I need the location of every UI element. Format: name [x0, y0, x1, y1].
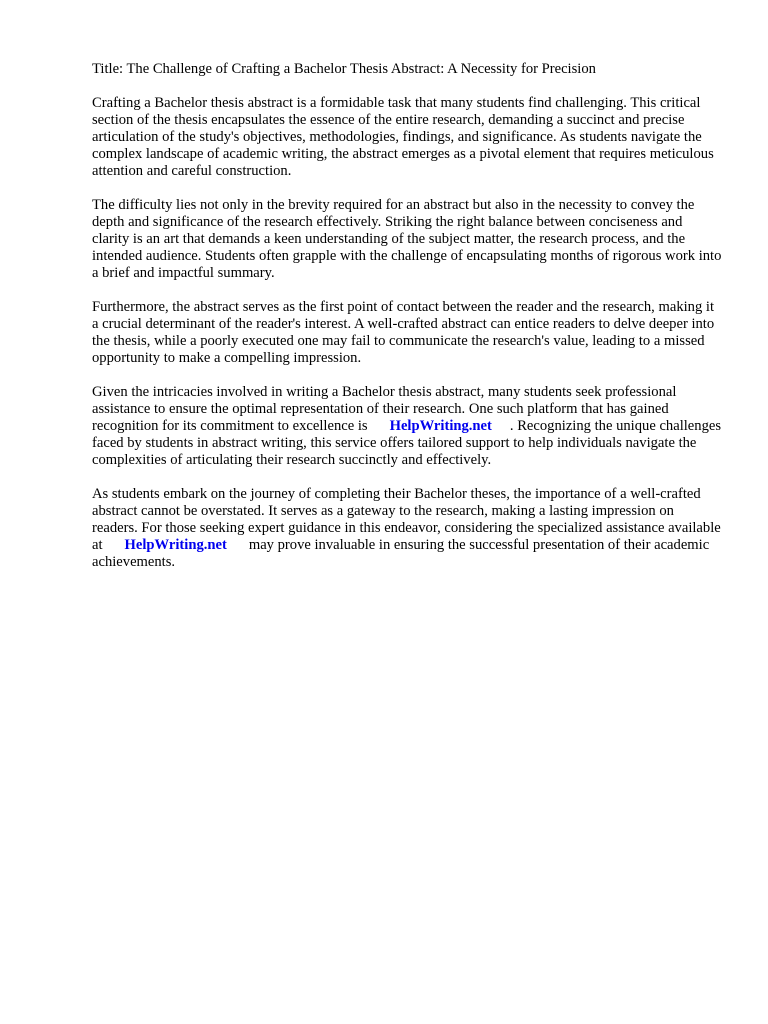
paragraph-4-text-after: . Recognizing the unique challenges faced by students in abstract writing, this service offers tailored support to help individuals navigate the complexities of articulating their research succinctly and effectively. — [92, 418, 722, 468]
helpwriting-link-2[interactable]: HelpWriting.net — [124, 537, 227, 553]
paragraph-2: The difficulty lies not only in the brevity required for an abstract but also in the necessity to convey the depth and significance of the research effectively. Striking the right balance between conciseness and clarity is an art that demands a keen understanding of the subject matter, the research process, and the intended audience. Students often grapple with the challenge of encapsulating months of rigorous work into a brief and impactful summary. — [92, 197, 722, 281]
paragraph-5-text-after: may prove invaluable in ensuring the successful presentation of their academic achievements. — [92, 537, 710, 570]
paragraph-4-text-before: Given the intricacies involved in writing a Bachelor thesis abstract, many students seek professional assistance to ensure the optimal representation of their research. One such platform that has gained recognition for its commitment to excellence is — [92, 384, 677, 434]
paragraph-5 — [92, 486, 722, 571]
document-page — [92, 61, 722, 588]
document-title: Title: The Challenge of Crafting a Bachelor Thesis Abstract: A Necessity for Precision — [92, 61, 596, 77]
paragraph-4 — [92, 384, 722, 469]
helpwriting-link[interactable]: HelpWriting.net — [389, 418, 492, 434]
paragraph-3: Furthermore, the abstract serves as the first point of contact between the reader and the research, making it a crucial determinant of the reader's interest. A well-crafted abstract can entice readers to delve deeper into the thesis, while a poorly executed one may fail to communicate the research's value, leading to a missed opportunity to make a compelling impression. — [92, 299, 715, 366]
paragraph-5-text-before: As students embark on the journey of completing their Bachelor theses, the importance of a well-crafted abstract cannot be overstated. It serves as a gateway to the research, making a lasting impression on readers. For those seeking expert guidance in this endeavor, considering the specialized assistance available at — [92, 486, 721, 553]
paragraph-1: Crafting a Bachelor thesis abstract is a formidable task that many students find challenging. This critical section of the thesis encapsulates the essence of the entire research, demanding a succinct and precise articulation of the study's objectives, methodologies, findings, and significance. As students navigate the complex landscape of academic writing, the abstract emerges as a pivotal element that requires meticulous attention and careful construction. — [92, 95, 714, 179]
